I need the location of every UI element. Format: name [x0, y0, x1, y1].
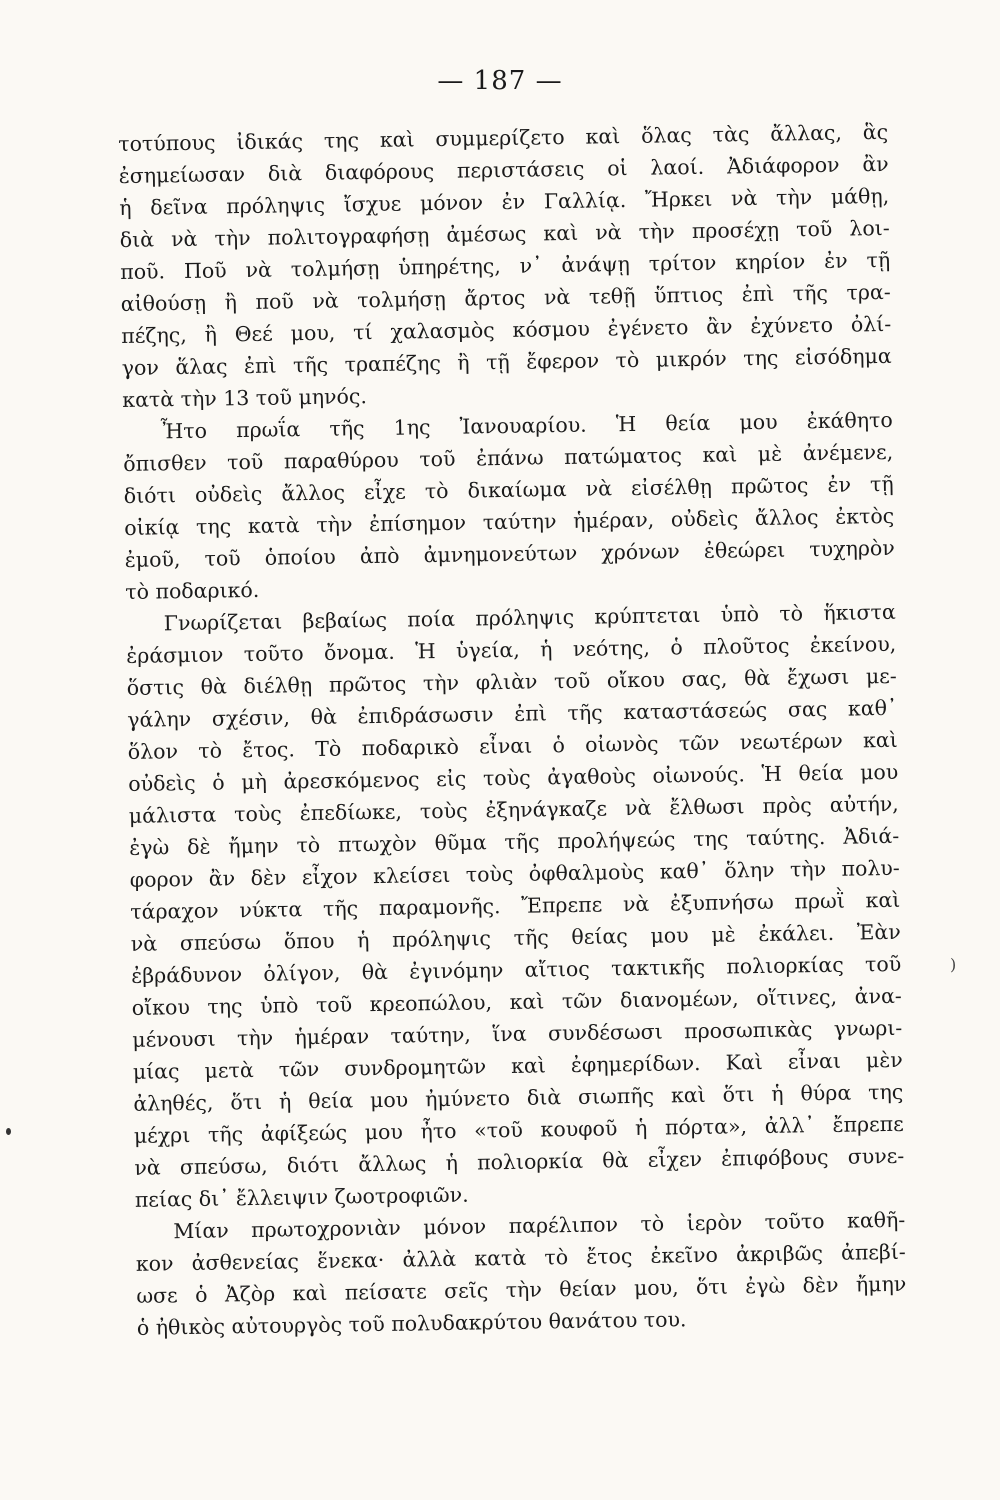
text-line: ωσε ὁ Ἀζὸρ καὶ πείσατε σεῖς τὴν θείαν μου, ὅτι ἐγὼ δὲν ἤμην	[136, 1271, 907, 1308]
text-line: ποῦ. Ποῦ νὰ τολμήσῃ ὑπηρέτης, ν᾽ ἀνάψῃ τρίτον κηρίον ἐν τῇ	[120, 247, 891, 284]
text-line: μίας μετὰ τῶν συνδρομητῶν καὶ ἐφημερίδων. Καὶ εἶναι μὲν	[132, 1047, 903, 1084]
text-line: ἐβράδυνον ὀλίγον, θὰ ἐγινόμην αἴτιος τακτικῆς πολιορκίας τοῦ	[131, 951, 902, 988]
text-line: ὅλον τὸ ἔτος. Τὸ ποδαρικὸ εἶναι ὁ οἰωνὸς τῶν νεωτέρων καὶ	[127, 727, 898, 764]
text-line: μέχρι τῆς ἀφίξεώς μου ἦτο «τοῦ κουφοῦ ἡ πόρτα», ἀλλ᾽ ἔπρεπε	[133, 1111, 904, 1148]
text-line: κον ἀσθενείας ἕνεκα· ἀλλὰ κατὰ τὸ ἔτος ἐκεῖνο ἀκριβῶς ἀπεβί-	[135, 1239, 906, 1276]
text-line: ἐσημείωσαν διὰ διαφόρους περιστάσεις οἱ λαοί. Ἀδιάφορον ἂν	[118, 151, 889, 188]
text-line: νὰ σπεύσω ὅπου ἡ πρόληψις τῆς θείας μου μὲ ἐκάλει. Ἐὰν	[130, 919, 901, 956]
text-line: φορον ἂν δὲν εἶχον κλείσει τοὺς ὀφθαλμοὺς καθ᾽ ὅλην τὴν πολυ-	[129, 855, 900, 892]
text-line: ἀληθές, ὅτι ἡ θεία μου ἠμύνετο διὰ σιωπῆς καὶ ὅτι ἡ θύρα της	[133, 1079, 904, 1116]
text-line: πέζης, ἢ Θεέ μου, τί χαλασμὸς κόσμου ἐγένετο ἂν ἐχύνετο ὀλί-	[121, 311, 892, 348]
text-line: αἰθούσῃ ἢ ποῦ νὰ τολμήσῃ ἄρτος νὰ τεθῇ ὕπτιος ἐπὶ τῆς τρα-	[120, 279, 891, 316]
text-line: μένουσι τὴν ἡμέραν ταύτην, ἵνα συνδέσωσι προσωπικὰς γνωρι-	[132, 1015, 903, 1052]
text-line: τάραχον νύκτα τῆς παραμονῆς. Ἔπρεπε νὰ ἐξυπνήσω πρωῒ καὶ	[130, 887, 901, 924]
text-line: κατὰ τὴν 13 τοῦ μηνός.	[122, 384, 368, 412]
text-line: ὅστις θὰ διέλθῃ πρῶτος τὴν φλιὰν τοῦ οἴκου σας, θὰ ἔχωσι με-	[126, 663, 897, 700]
text-line: ἐμοῦ, τοῦ ὁποίου ἀπὸ ἀμνημονεύτων χρόνων ἐθεώρει τυχηρὸν	[124, 535, 895, 572]
margin-mark: )	[950, 955, 957, 974]
text-line: νὰ σπεύσω, διότι ἄλλως ἡ πολιορκία θὰ εἶχεν ἐπιφόβους συνε-	[134, 1143, 905, 1180]
text-line: ἐράσμιον τοῦτο ὄνομα. Ἡ ὑγεία, ἡ νεότης, ὁ πλοῦτος ἐκείνου,	[126, 631, 897, 668]
text-line: οἰκίᾳ της κατὰ τὴν ἐπίσημον ταύτην ἡμέραν, οὐδεὶς ἄλλος ἐκτὸς	[124, 503, 895, 540]
paragraph-start-line: Ἦτο πρωΐα τῆς 1ης Ἰανουαρίου. Ἡ θεία μου ἐκάθητο	[160, 407, 893, 444]
text-line: γάλην σχέσιν, θὰ ἐπιδράσωσιν ἐπὶ τῆς καταστάσεώς σας καθ᾽	[127, 695, 898, 732]
text-line: τὸ ποδαρικό.	[125, 577, 260, 604]
paragraph-start-line: Μίαν πρωτοχρονιὰν μόνον παρέλιπον τὸ ἱερὸν τοῦτο καθῆ-	[173, 1207, 906, 1244]
text-line: ἐγὼ δὲ ἤμην τὸ πτωχὸν θῦμα τῆς προλήψεώς της ταύτης. Ἀδιά-	[129, 823, 900, 860]
text-line: διὰ νὰ τὴν πολιτογραφήσῃ ἀμέσως καὶ νὰ τὴν προσέχῃ τοῦ λοι-	[119, 215, 890, 252]
text-line: πείας δι᾽ ἔλλειψιν ζωοτροφιῶν.	[134, 1182, 469, 1212]
margin-dot	[6, 1128, 11, 1135]
text-line: τοτύπους ἰδικάς της καὶ συμμερίζετο καὶ ὅλας τὰς ἄλλας, ἃς	[118, 119, 889, 156]
text-line: οἴκου της ὑπὸ τοῦ κρεοπώλου, καὶ τῶν διανομέων, οἵτινες, ἀνα-	[131, 983, 902, 1020]
text-line: οὐδεὶς ὁ μὴ ἀρεσκόμενος εἰς τοὺς ἀγαθοὺς οἰωνούς. Ἡ θεία μου	[128, 759, 899, 796]
text-line: διότι οὐδεὶς ἄλλος εἶχε τὸ δικαίωμα νὰ εἰσέλθῃ πρῶτος ἐν τῇ	[123, 471, 894, 508]
text-line: γον ἅλας ἐπὶ τῆς τραπέζης ἢ τῇ ἔφερον τὸ μικρόν της εἰσόδημα	[121, 343, 892, 380]
page-number: — 187 —	[437, 66, 563, 96]
paragraph-start-line: Γνωρίζεται βεβαίως ποία πρόληψις κρύπτεται ὑπὸ τὸ ἥκιστα	[163, 599, 896, 636]
text-line: ὁ ἠθικὸς αὐτουργὸς τοῦ πολυδακρύτου θανάτου του.	[136, 1307, 687, 1340]
text-line: μάλιστα τοὺς ἐπεδίωκε, τοὺς ἐξηνάγκαζε νὰ ἔλθωσι πρὸς αὐτήν,	[128, 791, 899, 828]
text-line: ἡ δεῖνα πρόληψις ἴσχυε μόνον ἐν Γαλλίᾳ. Ἤρκει νὰ τὴν μάθῃ,	[119, 183, 890, 220]
text-line: ὄπισθεν τοῦ παραθύρου τοῦ ἐπάνω πατώματος καὶ μὲ ἀνέμενε,	[123, 439, 894, 476]
body-text	[118, 116, 907, 1344]
